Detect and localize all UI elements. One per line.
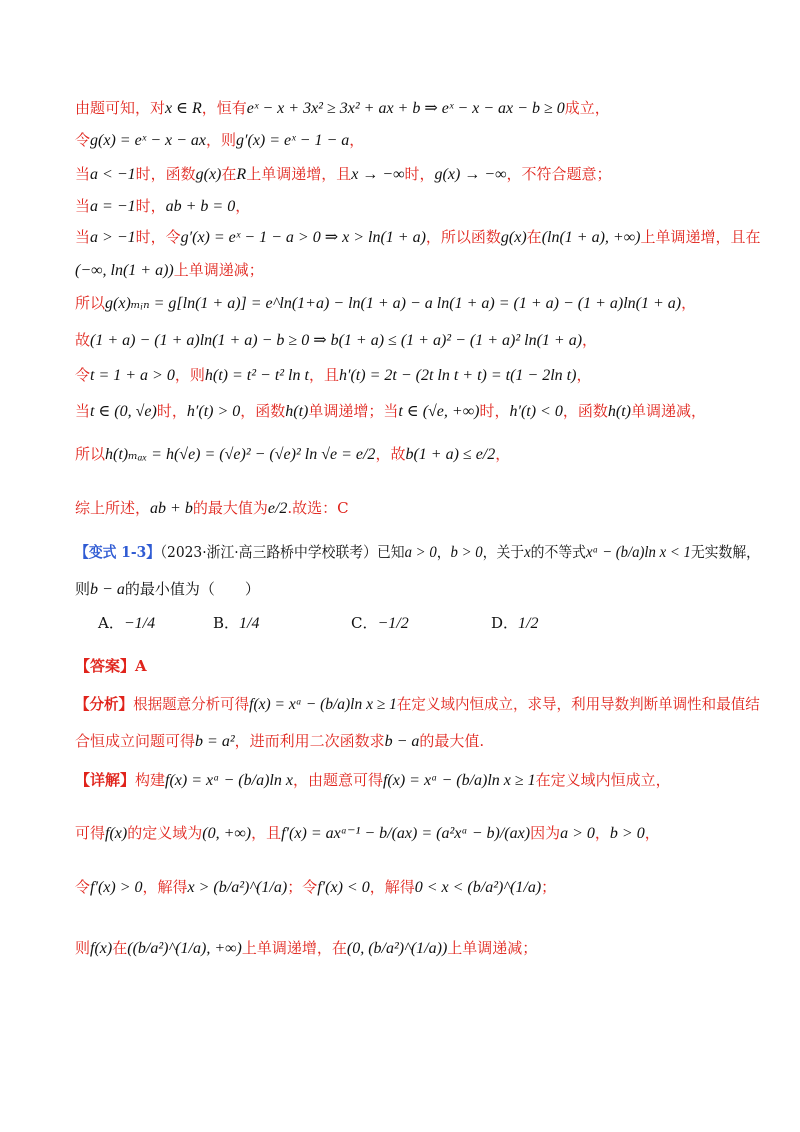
solution-line-10: 当t ∈ (0, √e)时，h′(t) > 0，函数h(t)单调递增；当t ∈ (√e, +∞)时，h′(t) < 0，函数h(t)单调递减， (75, 402, 706, 420)
analysis-line-2: 合恒成立问题可得b = a²，进而利用二次函数求b − a的最大值. (75, 732, 485, 750)
answer-tag: 【答案】 (75, 657, 136, 675)
solution-line-7: 所以g(x)ₘᵢₙ = g[ln(1 + a)] = e^ln(1+a) − ln(1 + a) − a ln(1 + a) = (1 + a) − (1 + a)ln(1 + a)， (75, 294, 697, 312)
problem-line-1: 【变式 1-3】（2023·浙江·高三路桥中学校联考）已知a > 0，b > 0，关于x的不等式xᵃ − (b/a)ln x < 1无实数解， (75, 543, 761, 561)
solution-line-4: 当a = −1时，ab + b = 0， (75, 197, 251, 215)
detail-line-1: 【详解】构建f(x) = xᵃ − (b/a)ln x，由题意可得f(x) = xᵃ − (b/a)ln x ≥ 1在定义域内恒成立， (75, 771, 671, 789)
solution-line-11: 所以h(t)ₘₐₓ = h(√e) = (√e)² − (√e)² ln √e = e/2，故b(1 + a) ≤ e/2， (75, 445, 511, 463)
option-a: A．−1/4 (98, 614, 156, 632)
solution-line-1: 由题可知，对x ∈ R，恒有eˣ − x + 3x² ≥ 3x² + ax + b ⇒ eˣ − x − ax − b ≥ 0成立， (75, 99, 610, 117)
problem-line-2: 则b − a的最小值为（ ） (75, 580, 260, 598)
solution-line-9: 令t = 1 + a > 0，则h(t) = t² − t² ln t，且h′(t) = 2t − (2t ln t + t) = t(1 − 2ln t)， (75, 366, 592, 384)
answer-line (75, 655, 760, 677)
solution-line-5: 当a > −1时，令g′(x) = eˣ − 1 − a > 0 ⇒ x > ln(1 + a)，所以函数g(x)在(ln(1 + a), +∞)上单调递增，且在 (75, 228, 761, 246)
solution-line-2: 令g(x) = eˣ − x − ax，则g′(x) = eˣ − 1 − a， (75, 131, 365, 149)
option-b: B．1/4 (213, 614, 260, 632)
solution-conclusion: 综上所述，ab + b的最大值为e/2.故选：C (75, 499, 349, 517)
variant-tag: 【变式 1-3】 (75, 543, 161, 561)
detail-line-4: 则f(x)在((b/a²)^(1/a), +∞)上单调递增，在(0, (b/a²)^(1/a))上单调递减； (75, 939, 538, 957)
option-d: D．1/2 (491, 614, 539, 632)
solution-line-3: 当a < −1时，函数g(x)在R上单调递增，且x → −∞时，g(x) → −∞，不符合题意； (75, 165, 612, 183)
answer-value: A (135, 657, 147, 675)
option-c: C．−1/2 (351, 614, 409, 632)
detail-line-2: 可得f(x)的定义域为(0, +∞)，且f′(x) = axᵃ⁻¹ − b/(ax) = (a²xᵃ − b)/(ax)因为a > 0，b > 0， (75, 824, 660, 842)
analysis-line-1: 【分析】根据题意分析可得f(x) = xᵃ − (b/a)ln x ≥ 1在定义域内恒成立，求导，利用导数判断单调性和最值结 (75, 695, 760, 713)
solution-line-6: (−∞, ln(1 + a))上单调递减； (75, 261, 264, 279)
detail-line-3: 令f′(x) > 0，解得x > (b/a²)^(1/a)；令f′(x) < 0，解得0 < x < (b/a²)^(1/a)； (75, 878, 557, 896)
solution-line-8: 故(1 + a) − (1 + a)ln(1 + a) − b ≥ 0 ⇒ b(1 + a) ≤ (1 + a)² − (1 + a)² ln(1 + a)， (75, 331, 598, 349)
